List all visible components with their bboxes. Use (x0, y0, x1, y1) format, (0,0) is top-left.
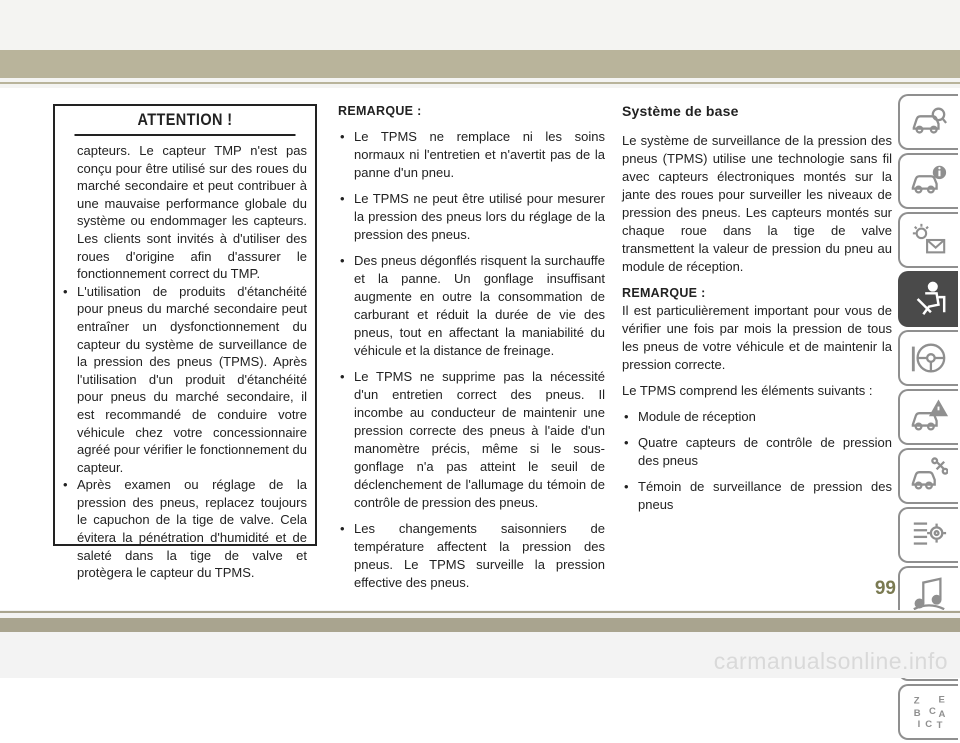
tab-car-warning[interactable] (898, 389, 958, 445)
component-item-1: • Module de réception (622, 408, 892, 426)
car-warning-icon (910, 398, 948, 436)
car-tools-icon (910, 457, 948, 495)
component-item-2: • Quatre capteurs de contrôle de pression des pneus (622, 434, 892, 470)
remark-item-1: • Le TPMS ne remplace ni les soins normaux ni l'entretien et n'avertit pas de la panne d'un pneu. (338, 128, 605, 182)
header-rule (0, 82, 960, 84)
header-stripe (0, 50, 960, 78)
tab-steering-wheel[interactable] (898, 330, 958, 386)
remark-item-3: • Des pneus dégonflés risquent la surchauffe et la panne. Un gonflage insuffisant augmente en outre la consommation de carburant et réduit la durée de vie des pneus, tout en affectant la maniabilité du véhicule et la distance de freinage. (338, 252, 605, 360)
svg-text:I: I (917, 719, 921, 731)
remark-item-2: • Le TPMS ne peut être utilisé pour mesurer la pression des pneus lors du réglage de la pression des pneus. (338, 190, 605, 244)
tab-alphabetical-index[interactable] (898, 684, 958, 740)
remark-label-right: REMARQUE : (622, 286, 706, 300)
watermark: carmanualsonline.info (713, 648, 948, 674)
attention-bullet-1: • L'utilisation de produits d'étanchéité pour pneus du marché secondaire peut entraîner un dysfonctionnement du capteur du système de surveillance de la pression des pneus (TPMS). Après l'utilisation d'un produit d'étanchéité pour pneus du marché secondaire, il est recommandé de conduire votre véhicule chez votre concessionnaire agréé pour vérifier le fonctionnement du capteur. (61, 283, 307, 477)
right-column (622, 102, 892, 514)
svg-text:C: C (925, 719, 933, 731)
steering-wheel-icon (910, 339, 948, 377)
remark-item-4: • Le TPMS ne supprime pas la nécessité d'un entretien correct des pneus. Il incombe au conducteur de maintenir une pression correcte des pneus à l'aide d'un manomètre précis, même si le sous-gonflage n'a pas atteint le seuil de déclenchement de l'allumage du témoin de contrôle de pression des pneus. (338, 368, 605, 512)
middle-column (338, 102, 605, 592)
attention-bullet-2: • Après examen ou réglage de la pression des pneus, replacez toujours le capuchon de la tige de valve. Cela évitera la pénétration d'humidité et de saleté dans la tige de valve et protègera le capteur du TPMS. (61, 476, 307, 582)
svg-text:A: A (938, 708, 946, 720)
dashboard-lights-icon (910, 221, 948, 259)
svg-text:B: B (913, 707, 921, 719)
svg-text:E: E (938, 694, 945, 706)
svg-text:C: C (929, 705, 936, 717)
attention-box (53, 104, 317, 581)
attention-body (55, 136, 315, 582)
attention-title: ATTENTION ! (75, 106, 296, 136)
footer-rule (0, 611, 960, 613)
car-search-icon (910, 103, 948, 141)
tab-car-tools[interactable] (898, 448, 958, 504)
tab-dashboard-lights[interactable] (898, 212, 958, 268)
svg-text:Z: Z (913, 695, 920, 707)
multimedia-icon (910, 575, 948, 613)
footer-stripe (0, 618, 960, 632)
alphabetical-index-icon (910, 693, 948, 731)
intro-paragraph: Le système de surveillance de la pression des pneus (TPMS) utilise une technologie sans fil avec capteurs électroniques montés sur la jante des roues pour surveiller les niveaux de pression des pneus. Les capteurs montés sur chaque roue dans la tige de valve transmettent la valeur de pression du pneu au module de réception. (622, 133, 892, 274)
remark-label: REMARQUE : (338, 104, 422, 118)
component-item-3: • Témoin de surveillance de pression des pneus (622, 478, 892, 514)
list-intro: Le TPMS comprend les éléments suivants : (622, 383, 873, 398)
tab-specs-gear[interactable] (898, 507, 958, 563)
section-heading: Système de base (622, 103, 739, 119)
tab-seat-safety[interactable] (898, 271, 958, 327)
remark-item-5: • Les changements saisonniers de température affectent la pression des pneus. Le TPMS surveille la pression effective des pneus. (338, 520, 605, 592)
tab-car-search[interactable] (898, 94, 958, 150)
page-number: 99 (874, 578, 896, 599)
remark-text: Il est particulièrement important pour vous de vérifier une fois par mois la pression de tous les pneus de votre véhicule et de maintenir la pression correcte. (622, 303, 892, 372)
tab-car-info[interactable] (898, 153, 958, 209)
seat-safety-icon (910, 280, 948, 318)
specs-gear-icon (910, 516, 948, 554)
svg-text:T: T (936, 720, 943, 731)
attention-paragraph: capteurs. Le capteur TMP n'est pas conçu pour être utilisé sur des roues du marché secondaire et peut contribuer à une mauvaise performance globale du système ou endommager les capteurs. Les clients sont invités à d'utiliser des roues d'origine afin d'assurer le fonctionnement correct du TMP. (77, 143, 307, 282)
car-info-icon (910, 162, 948, 200)
